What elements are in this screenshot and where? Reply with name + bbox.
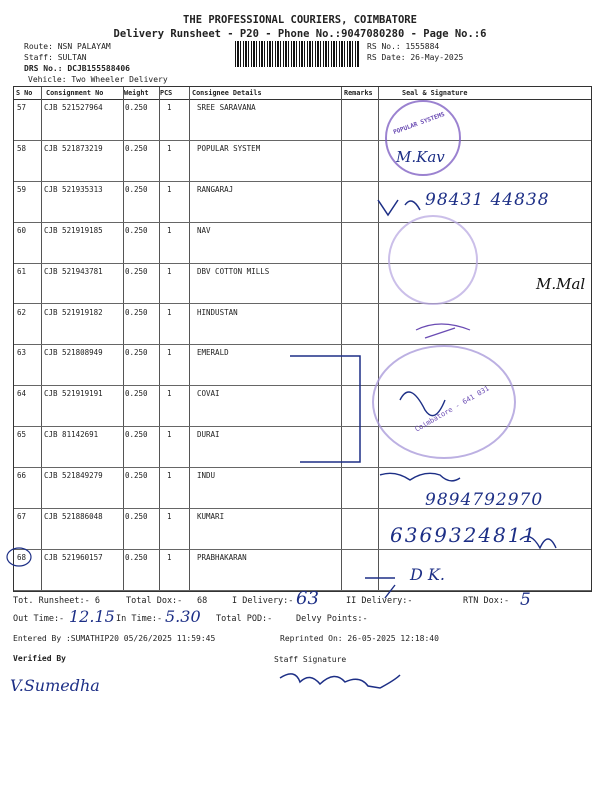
- col-consignee: Consignee Details: [192, 89, 262, 97]
- rtn-dox-value: 5: [520, 590, 531, 610]
- col-consignment: Consignment No: [46, 89, 104, 97]
- signature-mmal: M.Mal: [536, 275, 586, 293]
- cell-pcs: 1: [167, 389, 172, 399]
- cell-weight: 0.250: [125, 184, 148, 194]
- cell-weight: 0.250: [125, 225, 148, 235]
- vehicle-label: Vehicle: Two Wheeler Delivery: [28, 75, 168, 84]
- signature-dk: D K.: [410, 565, 445, 584]
- cell-consignee: COVAI: [197, 389, 220, 399]
- cell-pcs: 1: [167, 307, 172, 317]
- cell-sno: 57: [17, 103, 27, 112]
- rs-number: RS No.: 1555884: [367, 42, 440, 51]
- cell-weight: 0.250: [125, 103, 148, 112]
- cell-pcs: 1: [167, 184, 172, 194]
- cell-consignee: POPULAR SYSTEM: [197, 143, 261, 153]
- rtn-dox-label: RTN Dox:-: [463, 596, 510, 606]
- cell-sno: 67: [17, 512, 27, 521]
- cell-consignment: CJB 521960157: [44, 552, 103, 562]
- out-time-label: Out Time:-: [13, 614, 65, 624]
- entered-by: Entered By :SUMATHIP20 05/26/2025 11:59:45: [13, 634, 216, 643]
- route-label: Route: NSN PALAYAM: [24, 42, 111, 51]
- rs-date: RS Date: 26-May-2025: [367, 53, 464, 62]
- staff-signature-stroke: [280, 674, 400, 688]
- i-delivery-value: 63: [296, 588, 319, 609]
- col-weight: Weight: [124, 89, 149, 97]
- runsheet-subtitle: Delivery Runsheet - P20 - Phone No.:9047080280 - Page No.:6: [113, 28, 487, 40]
- cell-pcs: 1: [167, 430, 172, 440]
- cell-consignment: CJB 521919185: [44, 225, 103, 235]
- in-time-value: 5.30: [165, 607, 201, 626]
- cell-consignment: CJB 521849279: [44, 471, 103, 481]
- cell-consignee: INDU: [197, 471, 216, 481]
- verifier-signature: V.Sumedha: [10, 676, 100, 695]
- cell-consignee: KUMARI: [197, 512, 225, 521]
- delvy-points-label: Delvy Points:-: [296, 614, 368, 624]
- verified-by-label: Verified By: [13, 654, 66, 663]
- cell-weight: 0.250: [125, 471, 148, 481]
- cell-pcs: 1: [167, 103, 172, 112]
- cell-sno: 68: [17, 552, 27, 562]
- cell-consignment: CJB 521873219: [44, 143, 103, 153]
- out-time-value: 12.15: [69, 607, 115, 626]
- cell-consignee: HINDUSTAN: [197, 307, 238, 317]
- total-pod-label: Total POD:-: [216, 614, 273, 624]
- cell-weight: 0.250: [125, 266, 148, 276]
- cell-sno: 61: [17, 266, 27, 276]
- stamp-text: POPULAR SYSTEMS: [392, 110, 446, 137]
- col-pcs: PCS: [160, 89, 173, 97]
- cell-weight: 0.250: [125, 143, 148, 153]
- cell-consignee: NAV: [197, 225, 211, 235]
- cell-pcs: 1: [167, 512, 172, 521]
- cell-sno: 66: [17, 471, 27, 481]
- cell-sno: 63: [17, 348, 27, 358]
- cell-consignee: DBV COTTON MILLS: [197, 266, 270, 276]
- in-time-label: In Time:-: [116, 614, 163, 624]
- col-remarks: Remarks: [344, 89, 373, 97]
- total-runsheet: Tot. Runsheet:- 6: [13, 596, 100, 606]
- cell-weight: 0.250: [125, 430, 148, 440]
- cell-consignee: PRABHAKARAN: [197, 552, 247, 562]
- cell-consignee: DURAI: [197, 430, 220, 440]
- staff-label: Staff: SULTAN: [24, 53, 87, 62]
- cell-weight: 0.250: [125, 552, 148, 562]
- handwritten-phone-3: 6369324811: [390, 523, 538, 547]
- staff-signature-label: Staff Signature: [274, 655, 347, 664]
- handwritten-phone-1: 98431 44838: [425, 190, 550, 210]
- cell-consignment: CJB 521943781: [44, 266, 103, 276]
- cell-pcs: 1: [167, 348, 172, 358]
- cell-pcs: 1: [167, 143, 172, 153]
- cell-weight: 0.250: [125, 307, 148, 317]
- drs-label: DRS No.: DCJB155588406: [24, 64, 130, 73]
- cell-sno: 65: [17, 430, 27, 440]
- cell-weight: 0.250: [125, 512, 148, 521]
- cell-consignment: CJB 521886048: [44, 512, 103, 521]
- cell-pcs: 1: [167, 552, 172, 562]
- cell-sno: 59: [17, 184, 27, 194]
- cell-consignee: RANGARAJ: [197, 184, 234, 194]
- ii-delivery-label: II Delivery:-: [346, 596, 413, 606]
- cell-pcs: 1: [167, 225, 172, 235]
- total-dox-label: Total Dox:-: [126, 596, 183, 606]
- cell-sno: 60: [17, 225, 27, 235]
- handwritten-phone-2: 9894792970: [425, 490, 544, 510]
- i-delivery-label: I Delivery:-: [232, 596, 294, 606]
- total-dox-value: 68: [197, 596, 208, 606]
- cell-weight: 0.250: [125, 348, 148, 358]
- cell-weight: 0.250: [125, 389, 148, 399]
- cell-consignment: CJB 521808949: [44, 348, 103, 358]
- cell-consignment: CJB 81142691: [44, 430, 99, 440]
- cell-consignment: CJB 521527964: [44, 103, 103, 112]
- reprinted-on: Reprinted On: 26-05-2025 12:18:40: [280, 634, 439, 643]
- col-sno: S No: [16, 89, 33, 97]
- cell-consignment: CJB 521919191: [44, 389, 103, 399]
- signature-mk: M.Kav: [396, 148, 445, 166]
- cell-consignee: SREE SARAVANA: [197, 103, 256, 112]
- col-seal: Seal & Signature: [402, 89, 468, 97]
- cell-consignee: EMERALD: [197, 348, 229, 358]
- cell-consignment: CJB 521919182: [44, 307, 103, 317]
- cell-pcs: 1: [167, 266, 172, 276]
- cell-sno: 64: [17, 389, 27, 399]
- cell-sno: 62: [17, 307, 27, 317]
- cell-consignment: CJB 521935313: [44, 184, 103, 194]
- stamp-city-text: Coimbatore - 641 031: [413, 384, 491, 434]
- cell-pcs: 1: [167, 471, 172, 481]
- company-title: THE PROFESSIONAL COURIERS, COIMBATORE: [183, 14, 417, 26]
- cell-sno: 58: [17, 143, 27, 153]
